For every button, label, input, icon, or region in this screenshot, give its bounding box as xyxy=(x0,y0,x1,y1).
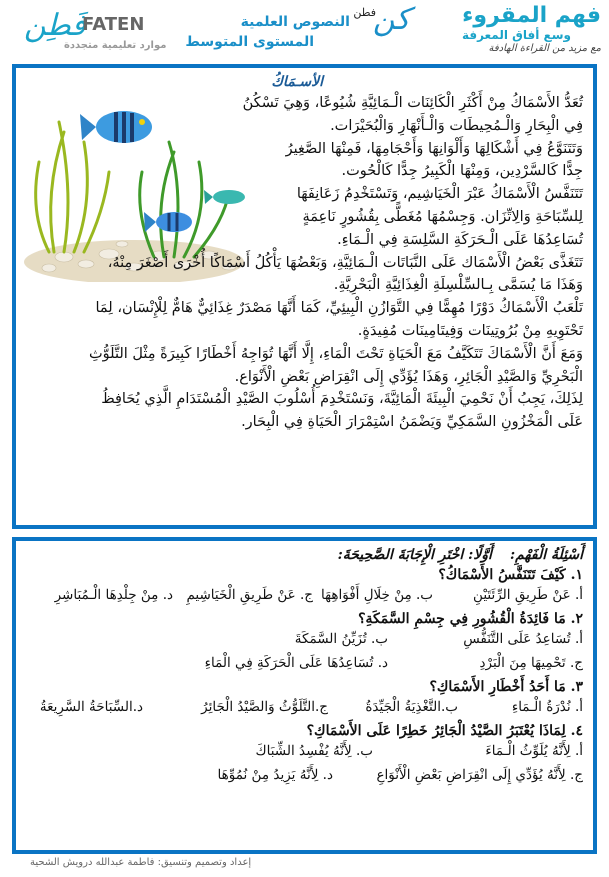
questions-box xyxy=(12,537,597,854)
option-c[interactable]: ج. لِأَنَّهُ يُؤَدِّي إِلَى انْقِرَاضِ بَعْضِ الْأَنْوَاعِ xyxy=(376,767,583,783)
option-d[interactable]: د.السِّبَاحَةُ السَّرِيعَةُ xyxy=(39,699,143,715)
question-1: ١. كَيْفَ تَتَنَفَّسُ الأَسْمَاكُ؟ xyxy=(438,567,583,583)
option-d[interactable]: د. لِأَنَّهُ يَزِيدُ مِنْ نُمُوِّهَا xyxy=(217,767,333,783)
option-b[interactable]: ب. مِنْ خِلَالِ أَفْوَاهِهَا xyxy=(321,587,433,603)
option-b[interactable]: ب.التَّغْذِيَةُ الْجَيِّدَةُ xyxy=(365,699,458,715)
option-a[interactable]: أ. عَنْ طَرِيقِ الرِّئَتَيْنِ xyxy=(473,587,583,603)
kun-logo-icon: كن xyxy=(372,2,410,37)
series-title xyxy=(185,2,410,60)
passage-line: لِذَلِكَ، يَجِبُ أَنْ نَحْمِيَ الْبِيئَةَ الْمَائِيَّةَ، وَنَسْتَخْدِمَ أُسْلُوبَ الصَّيْدِ الْمُسْتَدَامِ الَّذِي يُحَافِظُ xyxy=(101,391,583,408)
passage-line: وَهَذَا مَا يُسَمَّى بِـالسِّلْسِلَةِ الْغِذَائِيَّةِ الْبَحْرِيَّةِ. xyxy=(333,277,583,294)
questions xyxy=(23,545,583,789)
brand-tagline: مع مزيد من القراءة الهادفة xyxy=(488,43,601,54)
question-3-options xyxy=(23,697,583,721)
passage-line: وَمَعَ أَنَّ الْأَسْمَاكَ تَتَكَيَّفُ مَعَ الْحَيَاةِ تَحْتَ الْمَاءِ، إِلَّا أَنَّهَا تُوَاجِهُ أَخْطَارًا كَبِيرَةً مِثْلَ التَّلَوُّثِ xyxy=(89,345,583,362)
question-4-options-row-1 xyxy=(23,741,583,765)
level-label: المستوى المتوسط xyxy=(185,34,314,50)
faten-english-logo: FATEN xyxy=(82,14,145,35)
reading-comprehension-logo xyxy=(401,4,601,55)
question-2: ٢. مَا فَائِدَةُ الْقُشُورِ فِي جِسْمِ السَّمَكَةِ؟ xyxy=(358,611,583,627)
option-c[interactable]: ج. عَنْ طَرِيقِ الْخَيَاشِيمِ xyxy=(186,587,313,603)
faten-logo xyxy=(20,4,170,60)
passage-line: الْبَحْرِيِّ وَالصَّيْدِ الْجَائِرِ، وَهَذَا يُؤَدِّي إِلَى انْقِرَاضِ بَعْضِ الْأَنْوَاع. xyxy=(234,368,583,385)
option-b[interactable]: ب. لِأَنَّهُ يُفْسِدُ الشِّبَاكَ xyxy=(255,743,373,759)
passage-line: فِي الْبِحَارِ وَالْـمُحِيطَات وَالْـأَنْهَارِ وَالْبُحَيْرَات. xyxy=(330,117,583,134)
option-a[interactable]: أ. نُدْرَةُ الْـمَاءِ xyxy=(511,699,583,715)
faten-arabic-logo: فَطِن xyxy=(24,8,86,43)
option-d[interactable]: د. تُسَاعِدُهَا عَلَى الْحَرَكَةِ فِي الْمَاءِ xyxy=(204,655,388,671)
faten-subtitle: موارد تعليمية متجددة xyxy=(64,40,167,51)
passage-line: تُسَاعِدُهَا عَلَى الْـحَرَكَةِ السَّلِسَةِ فِي الْـمَاءِ. xyxy=(337,231,583,248)
passage-line: تَحْتَوِيهِ مِنْ بُرُوتِينَات وَفِيتَامِينَات مُفِيدَةٍ. xyxy=(357,322,583,339)
passage-title: الأسـمَاكُ xyxy=(271,74,323,90)
passage-line: تُعَدُّ الأَسْمَاكُ مِنْ أَكْثَرِ الْكَائِنَات الْـمَائِيَّةِ شُيُوعًا، وَهِيَ تَسْكُنُ xyxy=(242,95,583,111)
passage-line: جِدًّا كَالسَّرْدِين، وَمِنْهَا الْكَبِيرُ جِدًّا كَالْحُوت. xyxy=(341,163,583,180)
question-4: ٤. لِمَاذَا يُعْتَبَرُ الصَّيْدُ الْجَائِرُ خَطِرًا عَلَى الأَسْمَاكِ؟ xyxy=(306,723,583,739)
passage-text xyxy=(23,72,583,434)
option-c[interactable]: ج. تَحْمِيهَا مِنَ الْبَرْدِ xyxy=(479,655,583,671)
brand-title: فهم المقروء xyxy=(462,3,601,28)
option-c[interactable]: ج.التَّلَوُّثُ وَالصَّيْدُ الْجَائِرُ xyxy=(201,699,328,715)
questions-instruction: أَوَّلًا: اخْتَرِ الْإِجَابَةَ الصَّحِيحَةَ: xyxy=(337,547,492,563)
series-name: النصوص العلمية xyxy=(240,14,350,30)
passage-line: وَتَتَنَوَّعُ فِي أَشْكَالِهَا وَأَلْوَانِهَا وَأَحْجَامِهَا، فَمِنْهَا الصَّغِيرُ xyxy=(285,140,583,157)
question-3: ٣. مَا أَحَدُ أَخْطَارِ الأَسْمَاكِ؟ xyxy=(429,679,583,695)
passage-line: تَتَنَفَّسُ الْأَسْمَاكُ عَبْرَ الْخَيَاشِيم، وَتَسْتَخْدِمُ زَعَانِفَهَا xyxy=(296,186,583,203)
passage-line: عَلَى الْمَخْزُونِ السَّمَكِيِّ وَيَضْمَنُ اسْتِمْرَارَ الْحَيَاةِ فِي الْبِحَار. xyxy=(241,414,583,431)
question-4-options-row-2 xyxy=(23,765,583,789)
faten-small-logo: فطن xyxy=(353,6,376,19)
passage-line: تَلْعَبُ الْأَسْمَاكُ دَوْرًا مُهِمًّا فِي التَّوَازُنِ الْبِيئِيِّ، كَمَا أَنَّهَا مَصْدَرٌ غِذَائِيٌّ هَامٌّ لِلْإِنْسَان، لِمَا xyxy=(95,300,583,317)
passage-line: تَتَغَذَّى بَعْضُ الْأَسْمَاك عَلَى النَّبَاتَات الْـمَائِيَّةِ، وَبَعْضُهَا يَأْكُلُ أَسْمَاكًا أُخْرَى أَصْغَرَ مِنْهُ، xyxy=(107,254,583,271)
question-1-options xyxy=(23,585,583,609)
question-2-options-row-2 xyxy=(23,653,583,677)
option-b[interactable]: ب. تُزَيِّنُ السَّمَكَةَ xyxy=(294,631,388,647)
questions-title: أَسْئِلَةُ الْفَهْمِ: xyxy=(509,547,583,563)
option-d[interactable]: د. مِنْ جِلْدِهَا الْـمُبَاشِرِ xyxy=(54,587,173,603)
questions-heading xyxy=(23,545,583,565)
author-credit: إعداد وتصميم وتنسيق: فاطمة عبدالله درويش الشحية xyxy=(30,857,252,868)
question-2-options-row-1 xyxy=(23,629,583,653)
brand-subtitle: وسع أفاق المعرفة xyxy=(461,28,571,42)
option-a[interactable]: أ. تُسَاعِدُ عَلَى التَّنَفُّسِ xyxy=(463,631,583,647)
option-a[interactable]: أ. لِأَنَّهُ يُلَوِّثُ الْـمَاءَ xyxy=(485,743,583,759)
passage-box xyxy=(12,64,597,529)
page-header xyxy=(0,0,609,62)
passage-line: لِلسِّبَاحَةِ وَالِاتِّزَان. وَجِسْمُهَا مُغَطًّى بِقُشُورٍ نَاعِمَةٍ xyxy=(302,208,583,225)
